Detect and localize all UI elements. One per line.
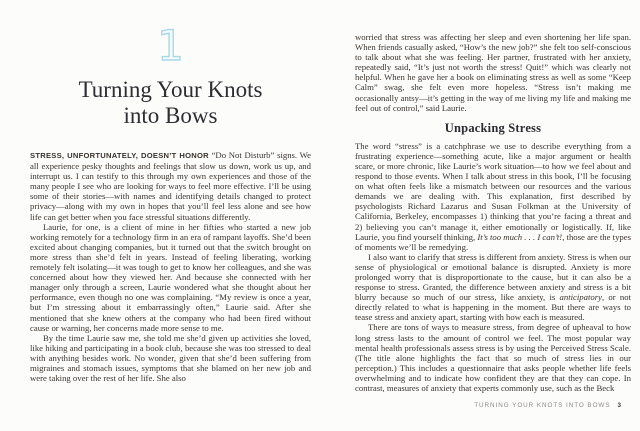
paragraph-text: , or not directly related to what is happening in the moment. But there are ways to tease stress and anxiety apart, starting with how each is measured. <box>355 292 631 323</box>
italic-phrase: anticipatory <box>559 292 602 303</box>
left-page-body <box>30 150 311 383</box>
chapter-title-line-1: Turning Your Knots <box>78 77 263 102</box>
chapter-title <box>30 77 311 129</box>
italic-phrase: It’s too much . . . I can’t! <box>477 231 563 242</box>
paragraph-text: The word “stress” is a catchphrase we use to describe everything from a frustrating experience—something acute, like a major argument or health scare, or more chronic, like Laurie’s work situation—to how we feel about and respond to those events. When I talk about stress in this book, I’ll be focusing on what often feels like a mismatch between our resources and the various demands we are dealing with. This explanation, first described by psychologists Richard Lazarus and Susan Folkman at the University of California, Berkeley, encompasses 1) thinking that you’re facing a threat and 2) believing you can’t manage it, either emotionally or logistically. If, like Laurie, you find yourself thinking, <box>355 140 631 242</box>
paragraph: Laurie, for one, is a client of mine in her fifties who started a new job working remotely for a technology firm in an era of rampant layoffs. She’d been excited about changing companies, but it turned out that the switch brought on more stress than she’d felt in years. Instead of feeling liberating, working remotely felt isolating—it was tough to get to know her colleagues, and she was concerned about how they viewed her. And because she connected with her manager only through a screen, Laurie wondered what she thought about her performance, even though no one was complaining. “My review is once a year, but I’m stressing about it embarrassingly often,” Laurie said. After she mentioned that she knew others at the company who had been fired without cause or warning, her concerns made more sense to me. <box>30 221 311 333</box>
section-heading: Unpacking Stress <box>444 120 542 135</box>
lead-in-text: STRESS, UNFORTUNATELY, DOESN’T HONOR <box>30 151 209 160</box>
paragraph <box>355 252 631 323</box>
paragraph <box>355 141 631 252</box>
page-number: 3 <box>617 402 621 409</box>
paragraph-text: , those are the types of moments we’ll be remedying. <box>355 231 631 252</box>
left-page <box>30 0 311 431</box>
paragraph: worried that stress was affecting her sleep and even shortening her life span. When friends casually asked, “How’s the new job?” she felt too self-conscious to talk about what she was feeling. Her partner, frustrated with her anxiety, repeatedly said, “It’s just not worth the stress! Quit!” which was clearly not helpful. When he gave her a book on eliminating stress as well as some “Keep Calm” swag, she felt even more hopeless. “Stress isn’t making me occasionally antsy—it’s getting in the way of me living my life and making me feel out of control,” said Laurie. <box>355 32 631 113</box>
running-footer-title: TURNING YOUR KNOTS INTO BOWS <box>474 402 611 409</box>
paragraph <box>30 150 311 222</box>
paragraph-text: I also want to clarify that stress is different from anxiety. Stress is when our sense of physiological or emotional balance is disrupted. Anxiety is more prolonged worry that is disproportionate to the cause, but it can also be a response to stress. Granted, the difference between anxiety and stress is a bit blurry because so much of our stress, like anxiety, is <box>355 251 631 303</box>
paragraph: By the time Laurie saw me, she told me she’d given up activities she loved, like hiking and participating in a book club, because she was too stressed to deal with anything besides work. No wonder, given that she’d been suffering from migraines and stomach issues, symptoms that she blamed on her new job and were taking over the rest of her life. She also <box>30 332 311 384</box>
right-page-body <box>355 32 631 393</box>
right-page <box>355 0 631 431</box>
running-footer <box>474 402 621 409</box>
paragraph: There are tons of ways to measure stress, from degree of upheaval to how long stress lasts to the amount of control we feel. The most popular way mental health professionals assess stress is by using the Perceived Stress Scale. (The title alone highlights the fact that so much of stress lies in our perception.) This includes a questionnaire that asks people whether life feels overwhelming and to indicate how confident they are that they can cope. In contrast, measures of anxiety that experts commonly use, such as the Beck <box>355 322 631 393</box>
paragraph-text: “Do Not Disturb” signs. We all experience pesky thoughts and feelings that slow us down, work us up, and interrupt us. I can testify to this through my own experiences and those of the many people I see who are looking for ways to feel more effective. I’ll be using some of their stories—with names and identifying details changed to protect privacy—along with my own in hopes that you’ll feel less alone and see how life can get better when you face stressful situations differently. <box>30 150 311 222</box>
chapter-number: 1 <box>157 21 184 70</box>
chapter-title-line-2: into Bows <box>123 103 218 128</box>
